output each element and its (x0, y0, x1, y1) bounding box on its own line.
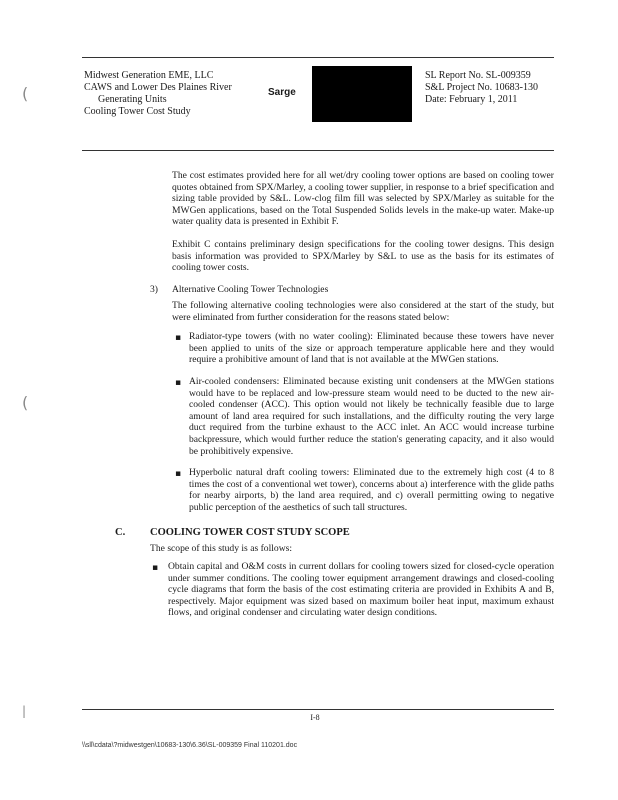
binder-mark: ( (22, 84, 29, 103)
bullet-marker: ▪ (175, 469, 182, 479)
report-number: SL Report No. SL-009359 (425, 70, 531, 81)
paragraph-exhibit-c: Exhibit C contains preliminary design specifications for the cooling tower designs. This design basis information was provided to SPX/Marley by S&L to use as the basis for its estimates of cooling tower costs. (172, 239, 554, 274)
binder-mark: | (22, 704, 27, 718)
bullet-radiator-towers: Radiator-type towers (with no water cooling): Eliminated because these towers have never been applied to units of the size or approach temperature applicable here and they would require a prohibitive amount of land that is not available at the MWGen stations. (189, 331, 554, 366)
bullet-hyperbolic-towers: Hyperbolic natural draft cooling towers: Eliminated due to the extremely high cost (4 to 8 times the cost of a conventional wet tower), concerns about a) interference with the glide paths for nearby airports, b) the land area required, and c) overall permitting owing to negative public perception of the aesthetics of such tall structures. (189, 467, 554, 513)
header-bottom-rule (82, 150, 554, 151)
scope-intro: The scope of this study is as follows: (150, 543, 293, 554)
binder-mark: ( (22, 393, 29, 412)
header-company: Midwest Generation EME, LLC (84, 70, 214, 81)
sargent-logo: Sarge (268, 87, 296, 98)
paragraph-alternatives-intro: The following alternative cooling technologies were also considered at the start of the study, but were eliminated from further consideration for the reasons stated below: (172, 300, 554, 323)
project-number: S&L Project No. 10683-130 (425, 82, 538, 93)
bullet-marker: ▪ (175, 333, 182, 343)
header-top-rule (82, 57, 554, 58)
footer-rule (82, 709, 554, 710)
bullet-marker: ▪ (175, 378, 182, 388)
header-study: Cooling Tower Cost Study (84, 106, 191, 117)
item-title: Alternative Cooling Tower Technologies (172, 284, 329, 295)
report-date: Date: February 1, 2011 (425, 94, 518, 105)
bullet-capital-om-costs: Obtain capital and O&M costs in current dollars for cooling towers sized for closed-cycle operation under summer conditions. The cooling tower equipment arrangement drawings and closed-cooling cycle diagrams that form the basis of the cost estimating criteria are provided in Exhibits A and B, respectively. Major equipment was sized based on maximum boiler heat input, maximum exhaust flows, and original condenser and circulating water design conditions. (168, 561, 554, 619)
file-path: \\sll\cdata\?midwestgen\10683-130\6.36\SL-009359 Final 110201.doc (82, 742, 298, 749)
redaction-box (312, 66, 412, 122)
bullet-marker: ▪ (152, 563, 159, 573)
header-project: CAWS and Lower Des Plaines River (84, 82, 232, 93)
section-letter: C. (115, 527, 126, 538)
header-units: Generating Units (98, 94, 167, 105)
section-heading: COOLING TOWER COST STUDY SCOPE (150, 527, 350, 538)
item-number: 3) (150, 284, 158, 295)
bullet-air-cooled-condensers: Air-cooled condensers: Eliminated because existing unit condensers at the MWGen stations would have to be replaced and low-pressure steam would need to be ducted to the new air-cooled condenser (ACC). This option would not likely be technically feasible due to large amount of land area required for such installations, and the difficulty routing the very large duct required from the turbine exhaust to the ACC inlet. An ACC would increase turbine backpressure, which would further reduce the station's generating capacity, and it also would be prohibitively expensive. (189, 376, 554, 457)
header-right (425, 70, 565, 106)
paragraph-cost-estimates: The cost estimates provided here for all wet/dry cooling tower options are based on cooling tower quotes obtained from SPX/Marley, a cooling tower supplier, in response to a brief specification and sizing table provided by S&L. Low-clog film fill was selected by SPX/Marley as suitable for the MWGen applications, based on the Total Suspended Solids levels in the make-up water. Make-up water quality data is presented in Exhibit F. (172, 170, 554, 228)
header-left (84, 70, 284, 118)
page-number: I-8 (310, 713, 320, 722)
